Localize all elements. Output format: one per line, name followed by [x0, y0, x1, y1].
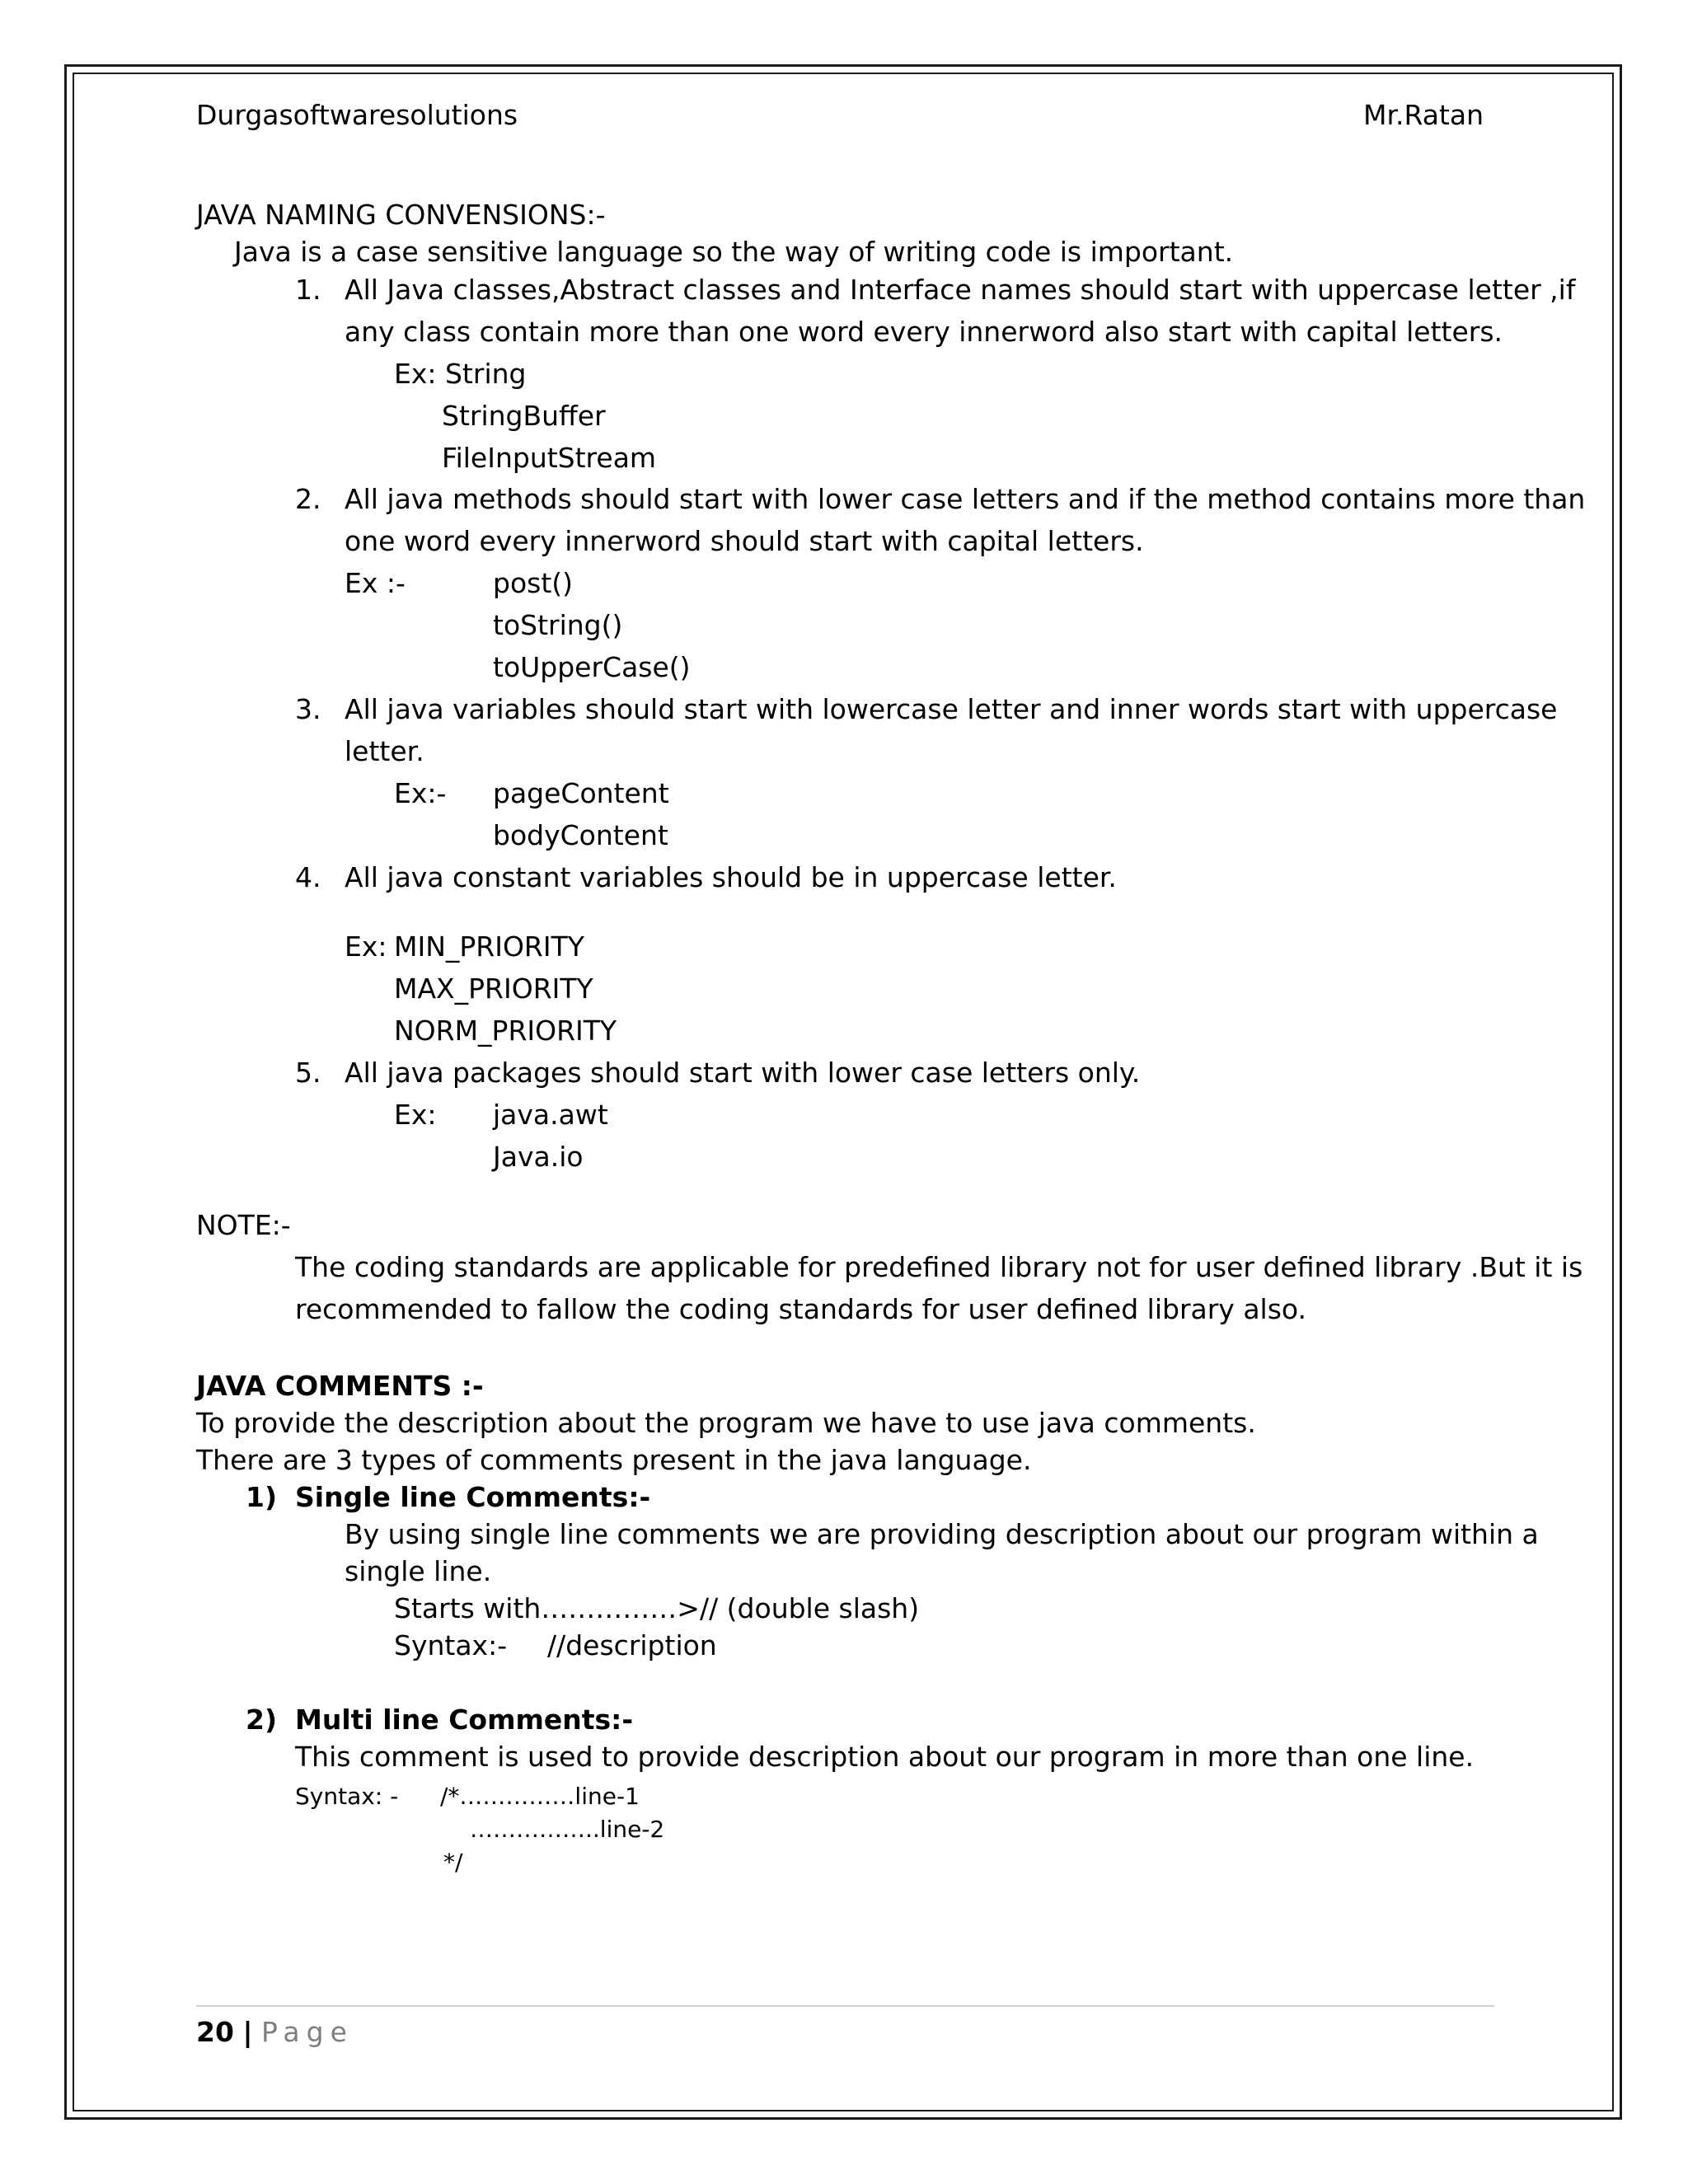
item-4-number: 4.: [295, 861, 321, 893]
item-4-example-label: Ex:: [345, 930, 387, 963]
item-4-line-1: All java constant variables should be in uppercase letter.: [345, 861, 1117, 893]
comments-heading: JAVA COMMENTS :-: [196, 1370, 484, 1402]
item-2-number: 2.: [295, 483, 321, 515]
multi-comment-syntax-line-1: /*……………line-1: [440, 1783, 640, 1810]
item-3-example-2: bodyContent: [493, 819, 668, 851]
naming-heading: JAVA NAMING CONVENSIONS:-: [196, 199, 606, 231]
item-4-example-2: MAX_PRIORITY: [394, 972, 593, 1005]
item-5-number: 5.: [295, 1057, 321, 1089]
note-line-1: The coding standards are applicable for predefined library not for user defined library .But it is: [295, 1251, 1583, 1283]
page-word: Page: [261, 2016, 354, 2048]
multi-comment-title: Multi line Comments:-: [295, 1704, 634, 1736]
page-footer: [196, 2016, 354, 2049]
item-5-example-label: Ex:: [394, 1099, 437, 1131]
single-comment-number: 1): [246, 1481, 278, 1513]
item-5-example-1: java.awt: [493, 1099, 608, 1131]
item-2-example-label: Ex :-: [345, 567, 406, 599]
single-comment-line-2: single line.: [345, 1555, 492, 1587]
item-5-line-1: All java packages should start with lower case letters only.: [345, 1057, 1141, 1089]
header-author: Mr.Ratan: [1362, 99, 1484, 131]
single-comment-syntax-label: Syntax:-: [394, 1629, 508, 1661]
multi-comment-syntax-line-2: ……………..line-2: [470, 1816, 665, 1843]
item-2-example-2: toString(): [493, 609, 623, 641]
item-3-example-1: pageContent: [493, 777, 669, 809]
note-label: NOTE:-: [196, 1209, 291, 1241]
item-1-example-2: FileInputStream: [442, 442, 657, 474]
item-4-example-3: NORM_PRIORITY: [394, 1015, 617, 1047]
item-3-example-label: Ex:-: [394, 777, 447, 809]
item-3-line-2: letter.: [345, 735, 424, 767]
item-2-line-2: one word every innerword should start with capital letters.: [345, 525, 1144, 557]
single-comment-title: Single line Comments:-: [295, 1481, 651, 1513]
item-3-number: 3.: [295, 693, 321, 725]
naming-intro: Java is a case sensitive language so the way of writing code is important.: [234, 236, 1234, 268]
item-1-example-label: Ex: String: [394, 358, 527, 390]
item-2-line-1: All java methods should start with lower case letters and if the method contains more than: [345, 483, 1586, 515]
item-1-number: 1.: [295, 274, 321, 306]
single-comment-line-1: By using single line comments we are providing description about our program within a: [345, 1518, 1539, 1550]
item-4-example-1: MIN_PRIORITY: [394, 930, 584, 963]
multi-comment-line: This comment is used to provide description about our program in more than one line.: [295, 1741, 1475, 1773]
comments-intro-1: To provide the description about the program we have to use java comments.: [196, 1407, 1256, 1439]
item-5-example-2: Java.io: [493, 1141, 584, 1173]
footer-rule: [196, 2005, 1494, 2007]
item-1-line-2: any class contain more than one word every innerword also start with capital letters.: [345, 316, 1503, 348]
multi-comment-syntax-line-3: */: [443, 1849, 463, 1876]
item-1-example-1: StringBuffer: [442, 400, 606, 432]
page-separator: |: [242, 2016, 253, 2048]
item-2-example-1: post(): [493, 567, 574, 599]
item-1-line-1: All Java classes,Abstract classes and Interface names should start with uppercase letter ,if: [345, 274, 1576, 306]
comments-intro-2: There are 3 types of comments present in the java language.: [196, 1444, 1032, 1476]
multi-comment-syntax-label: Syntax: -: [295, 1783, 399, 1810]
single-comment-starts: Starts with……………>// (double slash): [394, 1592, 920, 1624]
single-comment-syntax-value: //description: [547, 1629, 717, 1661]
item-3-line-1: All java variables should start with lowercase letter and inner words start with uppercase: [345, 693, 1558, 725]
item-2-example-3: toUpperCase(): [493, 651, 691, 683]
page-number: 20: [196, 2016, 234, 2048]
header-company: Durgasoftwaresolutions: [196, 99, 518, 131]
multi-comment-number: 2): [246, 1704, 278, 1736]
note-line-2: recommended to fallow the coding standards for user defined library also.: [295, 1293, 1307, 1325]
